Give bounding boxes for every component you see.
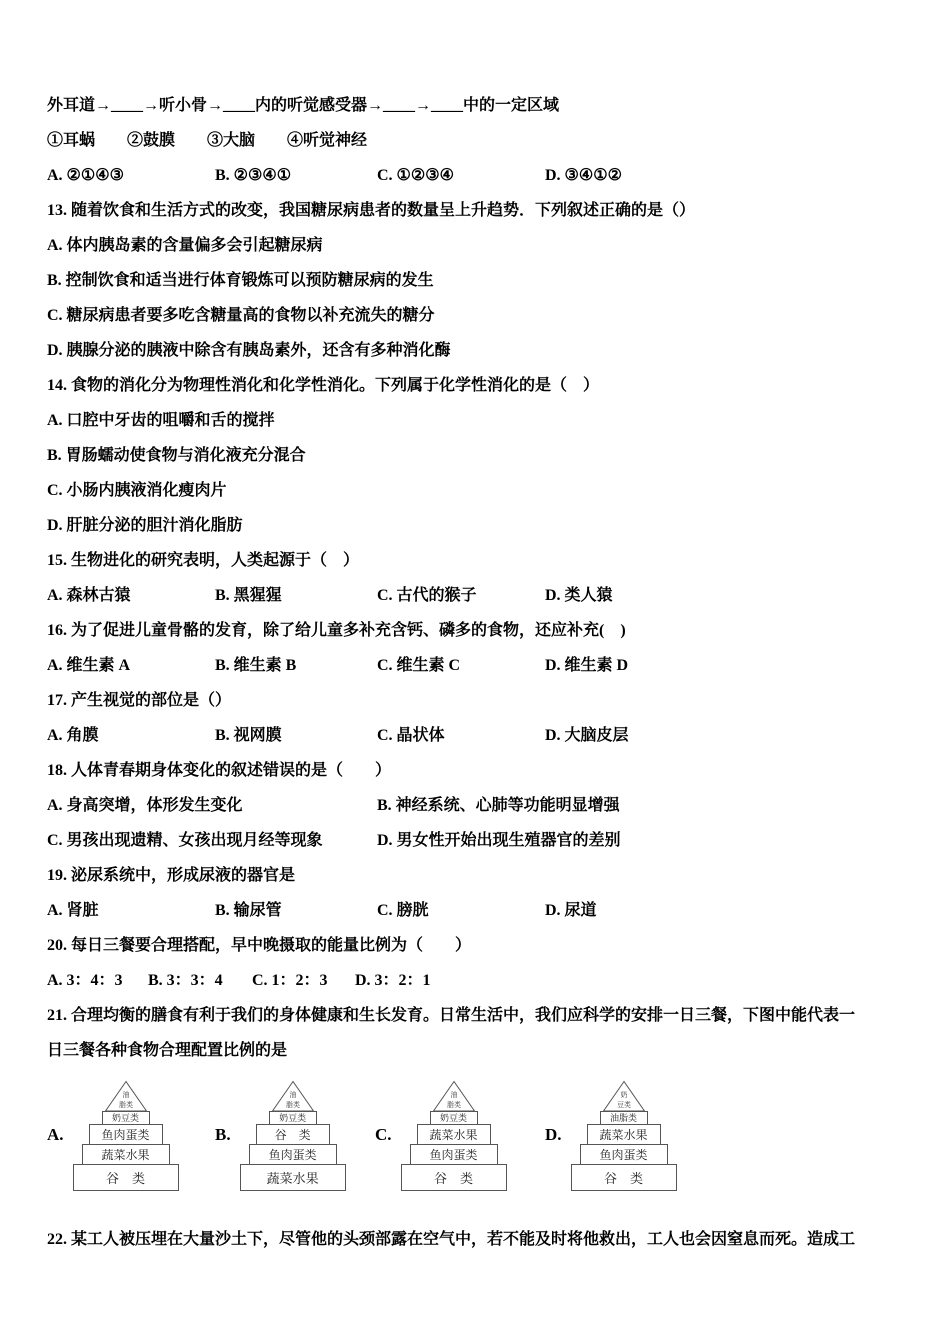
q15-option-c: C. 古代的猴子 [377,587,477,604]
pyramid-d-layer-3: 鱼肉蛋类 [580,1144,668,1165]
q18-options-row-2 [47,823,905,858]
q19-option-c: C. 膀胱 [377,902,429,919]
q16-option-d: D. 维生素 D [545,657,629,674]
pyramid-b-layer-2: 谷 类 [256,1124,330,1145]
pyramid-c-label: C. [375,1125,392,1144]
q16-option-b: B. 维生素 B [215,657,297,674]
food-pyramid-a [73,1080,179,1191]
q14-option-a: A. 口腔中牙齿的咀嚼和舌的搅拌 [47,412,275,429]
q18-option-d: D. 男女性开始出现生殖器官的差别 [377,832,621,849]
pyramid-d-label: D. [545,1125,562,1144]
q12-options-row [47,158,905,193]
q17-option-a: A. 角膜 [47,727,99,744]
pyramid-c-layer-2: 蔬菜水果 [417,1124,491,1145]
q12-numbered-items: ①耳蜗 ②鼓膜 ③大脑 ④听觉神经 [47,132,368,149]
q19-option-b: B. 输尿管 [215,902,282,919]
q20-option-a: A. 3：4：3 [47,972,123,989]
q17-option-d: D. 大脑皮层 [545,727,629,744]
q17-options-row [47,718,905,753]
q15-option-d: D. 类人猿 [545,587,613,604]
pyramid-a-layer-1: 奶豆类 [102,1111,150,1125]
pyramid-b-layer-4: 蔬菜水果 [240,1164,346,1191]
pyramid-c-apex-text-1: 油 [450,1090,458,1099]
q13-option-c: C. 糖尿病患者要多吃含糖量高的食物以补充流失的糖分 [47,307,435,324]
q12-option-b: B. ②③④① [215,167,292,184]
q16-option-c: C. 维生素 C [377,657,461,674]
q12-option-a: A. ②①④③ [47,167,124,184]
q16-stem: 16. 为了促进儿童骨骼的发育，除了给儿童多补充含钙、磷多的食物，还应补充( ) [47,622,626,639]
pyramid-c-layer-4: 谷 类 [401,1164,507,1191]
pyramid-c-layer-3: 鱼肉蛋类 [410,1144,498,1165]
pyramid-a-layer-2: 鱼肉蛋类 [89,1124,163,1145]
q12-option-c: C. ①②③④ [377,167,454,184]
food-pyramid-c [401,1080,507,1191]
food-pyramid-d [571,1080,677,1191]
q15-option-b: B. 黑猩猩 [215,587,282,604]
pyramid-b-label: B. [215,1125,231,1144]
q14-option-b: B. 胃肠蠕动使食物与消化液充分混合 [47,447,306,464]
pyramid-c-apex-triangle [432,1080,476,1112]
q13-option-a: A. 体内胰岛素的含量偏多会引起糖尿病 [47,237,323,254]
q19-option-a: A. 肾脏 [47,902,99,919]
pyramid-option-c [375,1076,545,1194]
pyramid-option-d [545,1076,677,1194]
pyramid-a-label: A. [47,1125,64,1144]
q16-options-row [47,648,905,683]
q13-option-d: D. 胰腺分泌的胰液中除含有胰岛素外，还含有多种消化酶 [47,342,451,359]
q14-stem: 14. 食物的消化分为物理性消化和化学性消化。下列属于化学性消化的是（ ） [47,377,600,394]
q18-stem: 18. 人体青春期身体变化的叙述错误的是（ ） [47,762,392,779]
q15-stem: 15. 生物进化的研究表明，人类起源于（ ） [47,552,360,569]
q21-stem-line-2: 日三餐各种食物合理配置比例的是 [47,1042,288,1059]
q13-option-b: B. 控制饮食和适当进行体育锻炼可以预防糖尿病的发生 [47,272,434,289]
q16-option-a: A. 维生素 A [47,657,131,674]
q19-options-row [47,893,905,928]
pyramid-a-apex-text-2: 脂类 [118,1100,133,1109]
pyramid-b-apex-triangle [271,1080,315,1112]
q18-option-b: B. 神经系统、心肺等功能明显增强 [377,797,620,814]
pyramid-a-apex-text-1: 油 [122,1090,130,1099]
q22-stem: 22. 某工人被压埋在大量沙土下，尽管他的头颈部露在空气中，若不能及时将他救出，工人也会因窒息而死。造成工 [47,1231,856,1248]
pyramid-option-b [215,1076,375,1194]
pyramid-a-layer-4: 谷 类 [73,1164,179,1191]
q15-option-a: A. 森林古猿 [47,587,131,604]
q12-flow-line: 外耳道→____→听小骨→____内的听觉感受器→____→____中的一定区域 [47,97,560,114]
q20-options-row [47,963,905,998]
pyramid-a-apex-triangle [104,1080,148,1112]
pyramid-b-layer-1: 奶豆类 [269,1111,317,1125]
pyramid-d-layer-2: 蔬菜水果 [587,1124,661,1145]
q17-option-b: B. 视网膜 [215,727,282,744]
q19-stem: 19. 泌尿系统中，形成尿液的器官是 [47,867,296,884]
q21-stem-line-1: 21. 合理均衡的膳食有利于我们的身体健康和生长发育。日常生活中，我们应科学的安排一日三餐，下图中能代表一 [47,1007,856,1024]
pyramid-b-apex-text-2: 脂类 [285,1100,300,1109]
pyramid-b-layer-3: 鱼肉蛋类 [249,1144,337,1165]
pyramid-d-layer-1: 油脂类 [600,1111,648,1125]
food-pyramid-b [240,1080,346,1191]
q20-stem: 20. 每日三餐要合理搭配，早中晚摄取的能量比例为（ ） [47,937,472,954]
q14-option-d: D. 肝脏分泌的胆汁消化脂肪 [47,517,243,534]
pyramid-c-layer-1: 奶豆类 [430,1111,478,1125]
q19-option-d: D. 尿道 [545,902,597,919]
pyramid-a-layer-3: 蔬菜水果 [82,1144,170,1165]
q18-option-a: A. 身高突增，体形发生变化 [47,797,243,814]
q18-option-c: C. 男孩出现遗精、女孩出现月经等现象 [47,832,323,849]
q20-option-d: D. 3：2：1 [355,972,431,989]
q21-pyramid-diagrams [47,1076,905,1194]
q14-option-c: C. 小肠内胰液消化瘦肉片 [47,482,227,499]
q12-option-d: D. ③④①② [545,167,622,184]
pyramid-c-apex-text-2: 脂类 [446,1100,461,1109]
pyramid-d-layer-4: 谷 类 [571,1164,677,1191]
q20-option-b: B. 3：3：4 [148,972,223,989]
pyramid-d-apex-text-1: 奶 [620,1090,628,1099]
q17-option-c: C. 晶状体 [377,727,445,744]
pyramid-d-apex-text-2: 豆类 [616,1100,631,1109]
q20-option-c: C. 1：2：3 [252,972,328,989]
q17-stem: 17. 产生视觉的部位是（） [47,692,232,709]
q15-options-row [47,578,905,613]
pyramid-option-a [47,1076,215,1194]
q18-options-row-1 [47,788,905,823]
pyramid-b-apex-text-1: 油 [289,1090,297,1099]
q13-stem: 13. 随着饮食和生活方式的改变，我国糖尿病患者的数量呈上升趋势．下列叙述正确的是（） [47,202,696,219]
pyramid-d-apex-triangle [602,1080,646,1112]
